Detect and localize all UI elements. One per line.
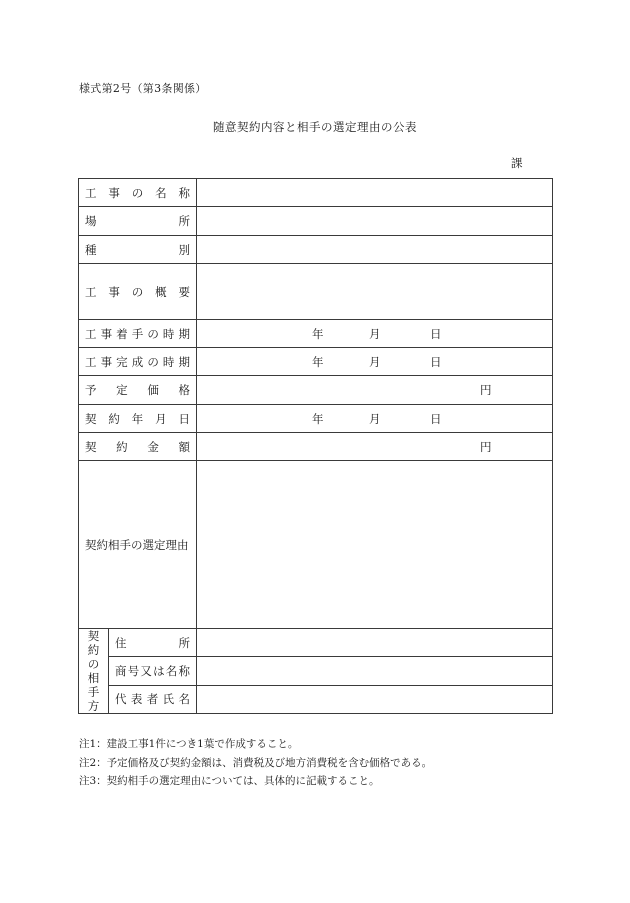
label-char: 期: [178, 354, 190, 369]
label-char: 号: [127, 663, 140, 678]
address-label-chars: [115, 635, 190, 651]
label-char: 金: [147, 439, 159, 454]
disclosure-form-table: [78, 178, 553, 714]
work-summary-field[interactable]: [197, 264, 553, 320]
label-start-date: [79, 320, 197, 348]
label-char: 約: [116, 439, 128, 454]
row-counterparty-representative: [79, 685, 553, 713]
trade-name-field[interactable]: [197, 657, 553, 685]
year-unit: 年: [312, 411, 324, 426]
row-work-name: [79, 179, 553, 207]
row-counterparty-trade-name: [79, 657, 553, 685]
label-char: の: [131, 284, 144, 299]
label-char: 約: [108, 411, 120, 426]
label-char: 所: [178, 214, 190, 228]
completion-date-label-chars: [85, 354, 190, 370]
label-completion-date: [79, 348, 197, 376]
contract-date-label-chars: [85, 411, 190, 427]
label-char: 年: [131, 411, 144, 426]
label-planned-price: [79, 376, 197, 405]
planned-price-label-chars: [85, 382, 190, 398]
label-char: 名: [165, 663, 178, 678]
label-char: 工: [85, 284, 97, 299]
label-contract-date: [79, 405, 197, 433]
yen-unit: 円: [480, 383, 492, 397]
day-unit: 日: [430, 354, 442, 369]
label-char: 契: [85, 411, 97, 426]
row-contract-date: [79, 405, 553, 433]
label-char: 名: [178, 692, 190, 707]
month-unit: 月: [369, 354, 381, 369]
yen-unit: 円: [480, 439, 492, 454]
label-char: 名: [155, 185, 167, 200]
label-char: 事: [100, 354, 113, 369]
department-suffix: 課: [511, 156, 523, 170]
row-counterparty-address: [79, 629, 553, 657]
work-name-field[interactable]: [197, 179, 553, 207]
form-number: 様式第2号（第3条関係）: [79, 82, 207, 95]
contract-date-field[interactable]: [197, 405, 553, 433]
row-contract-amount: [79, 433, 553, 461]
start-date-label-chars: [85, 326, 190, 342]
representative-field[interactable]: [197, 685, 553, 713]
row-start-date: [79, 320, 553, 348]
note-2: 注2：予定価格及び契約金額は、消費税及び地方消費税を含む価格である。: [79, 756, 433, 769]
label-char: 着: [116, 326, 128, 341]
category-field[interactable]: [197, 236, 553, 264]
label-char: 住: [115, 635, 127, 650]
month-unit: 月: [369, 326, 381, 341]
row-work-summary: [79, 264, 553, 320]
document-title: 随意契約内容と相手の選定理由の公表: [213, 120, 417, 134]
label-char: 期: [178, 326, 190, 341]
label-char: 月: [155, 411, 167, 426]
label-char: 手: [131, 326, 144, 341]
label-char: 事: [108, 284, 120, 299]
label-work-name: [79, 179, 197, 207]
counterparty-label-chars: [79, 629, 108, 713]
representative-label-chars: [115, 691, 190, 707]
label-char: 商: [115, 663, 127, 678]
label-char: 種: [85, 242, 97, 257]
note-1: 注1：建設工事1件につき1葉で作成すること。: [79, 738, 299, 750]
row-selection-reason: [79, 461, 553, 629]
label-char: 者: [146, 692, 159, 707]
label-location: [79, 207, 197, 236]
label-contract-amount: [79, 433, 197, 461]
label-category: [79, 236, 197, 264]
label-char: 代: [115, 692, 127, 707]
label-char: 別: [178, 242, 190, 257]
notes: [79, 735, 432, 791]
label-char: 概: [155, 284, 167, 299]
label-char: 氏: [162, 692, 175, 707]
label-char: 事: [108, 185, 120, 200]
label-char: 契: [87, 629, 100, 643]
row-completion-date: [79, 348, 553, 376]
day-unit: 日: [430, 326, 442, 341]
row-category: [79, 236, 553, 264]
contract-amount-field[interactable]: [197, 433, 553, 461]
label-char: 約: [87, 643, 100, 657]
selection-reason-field[interactable]: [197, 461, 553, 629]
label-char: 手: [87, 685, 100, 699]
label-char: 価: [147, 383, 159, 397]
label-char: 表: [130, 692, 143, 707]
label-counterparty: [79, 629, 109, 714]
selection-reason-label: 契約相手の選定理由: [85, 537, 189, 552]
label-address: [109, 629, 197, 657]
label-char: 要: [178, 284, 190, 299]
label-char: 方: [87, 699, 100, 713]
completion-date-field[interactable]: [197, 348, 553, 376]
label-char: の: [131, 185, 144, 200]
label-char: の: [147, 354, 159, 369]
label-char: 格: [178, 383, 190, 397]
row-planned-price: [79, 376, 553, 405]
label-work-summary: [79, 264, 197, 320]
label-char: 工: [85, 326, 97, 341]
day-unit: 日: [430, 411, 442, 426]
label-char: 時: [162, 326, 175, 341]
label-trade-name: [109, 657, 197, 685]
label-char: 工: [85, 185, 97, 200]
month-unit: 月: [369, 411, 381, 426]
location-label-chars: [85, 213, 190, 229]
label-char: 成: [131, 354, 144, 369]
label-char: 工: [85, 354, 97, 369]
label-char: 額: [178, 439, 190, 454]
label-selection-reason: [79, 461, 197, 629]
label-char: 事: [100, 326, 113, 341]
label-char: 完: [116, 354, 128, 369]
label-char: 称: [178, 663, 190, 678]
label-char: 定: [116, 383, 128, 397]
location-field[interactable]: [197, 207, 553, 236]
label-representative: [109, 685, 197, 713]
label-char: 日: [178, 411, 190, 426]
year-unit: 年: [312, 354, 324, 369]
label-char: 又: [140, 663, 152, 678]
work-name-label-chars: [85, 185, 190, 201]
start-date-field[interactable]: [197, 320, 553, 348]
row-location: [79, 207, 553, 236]
label-char: 称: [178, 185, 190, 200]
label-char: の: [147, 326, 159, 341]
label-char: 時: [162, 354, 175, 369]
category-label-chars: [85, 242, 190, 258]
label-char: 予: [85, 383, 97, 397]
year-unit: 年: [312, 326, 324, 341]
label-char: の: [87, 657, 100, 671]
label-char: は: [153, 663, 165, 678]
work-summary-label-chars: [85, 284, 190, 300]
label-char: 所: [178, 635, 190, 650]
note-3: 注3：契約相手の選定理由については、具体的に記載すること。: [79, 775, 380, 787]
contract-amount-label-chars: [85, 439, 190, 455]
label-char: 場: [85, 214, 97, 228]
label-char: 相: [87, 671, 100, 685]
label-char: 契: [85, 439, 97, 454]
trade-name-label-chars: [115, 663, 190, 679]
address-field[interactable]: [197, 629, 553, 657]
planned-price-field[interactable]: [197, 376, 553, 405]
